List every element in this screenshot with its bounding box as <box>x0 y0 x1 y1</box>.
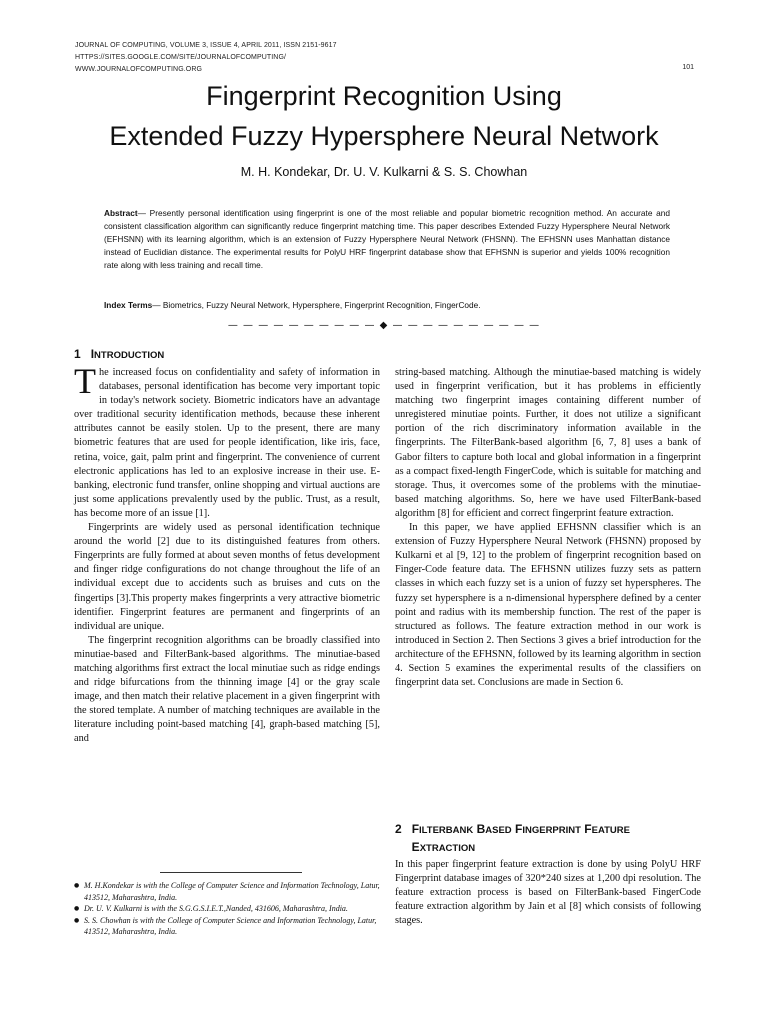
right-column <box>395 366 701 690</box>
intro-paragraph-1: The increased focus on confidentiality and safety of information in databases, personal identification has become very important topic in today's network society. Biometric indicators have an advantage over traditional security identification methods, because these inherent attributes cannot be easily stolen. Up to the present, there are many biometric features that are used for people identification, like iris, face, retina, voice, gait, palm print and fingerprint. The convenience of current electronic applications has led to an explosive increase in their use. E-banking, electronic fund transfer, online shopping and virtual auctions are just some applications prevalently used by the public. Trust, as a result, has become more of an issue [1]. <box>74 361 380 519</box>
intro-paragraph-4: string-based matching. Although the minutiae-based matching is widely used in fingerprint verification, but it has problems in efficiently matching two fingerprint images containing different number of unregistered minutiae points. Further, it does not utilize a significant portion of the rich discriminatory information available in the fingerprints. The FilterBank-based algorithm [6, 7, 8] uses a bank of Gabor filters to capture both local and global information in a fingerprint as a compact fixed-length FingerCode, which is suitable for matching and storage. Thus, it overcomes some of the problems with the minutiae-based matching algorithms. So, here we have used FilterBank-based algorithm [8] for efficient and correct fingerprint feature extraction. <box>395 367 701 519</box>
footnote-rule <box>160 872 302 873</box>
section-2-heading: 2 FILTERBANK BASED FINGERPRINT FEATURE EXTRACTION <box>395 822 630 854</box>
footnote-1: ● M. H.Kondekar is with the College of Computer Science and Information Technology, Latur, 413512, Maharashtra, India. <box>74 881 380 902</box>
abstract <box>104 207 670 272</box>
drop-cap: T <box>74 361 96 401</box>
section-1-heading: 1 INTRODUCTION <box>74 347 165 361</box>
index-terms <box>104 299 670 312</box>
section-2-number: 2 <box>395 822 402 836</box>
index-terms-text: — Biometrics, Fuzzy Neural Network, Hypersphere, Fingerprint Recognition, FingerCode. <box>152 300 481 310</box>
footnote-2: ● Dr. U. V. Kulkarni is with the S.G.G.S.I.E.T.,Nanded, 431606, Maharashtra, India. <box>74 904 348 913</box>
abstract-text: — Presently personal identification using fingerprint is one of the most reliable and popular biometric recognition method. An accurate and consistent classification algorithm can significantly reduce fingerprint matching time. This paper describes Extended Fuzzy Hypersphere Neural Network (EFHSNN) with its learning algorithm, which is an extension of Fuzzy Hypersphere Neural Network (FHSNN). The EFHSNN uses Manhattan distance instead of Euclidian distance. The experimental results for PolyU HRF fingerprint database show that EFHSNN is superior and yields 100% recognition rate along with less training and recall time. <box>104 208 670 270</box>
intro-paragraph-5: In this paper, we have applied EFHSNN classifier which is an extension of Fuzzy Hypersphere Neural Network (FHSNN) proposed by Kulkarni et al [9, 12] to the problem of fingerprint recognition based on Finger-Code feature data. The EFHSNN utilizes fuzzy sets as pattern classes in which each fuzzy set is a union of fuzzy set hyperspheres. The fuzzy set hypersphere is a n-dimensional hypersphere defined by a center point and radius with its membership function. The rest of the paper is structured as follows. The feature extraction method in our work is introduced in Section 2. Then Sections 3 gives a brief introduction for the architecture of the EFHSNN, followed by its learning algorithm in section 4. Section 5 examines the experimental results of the classifiers on fingerprint data set. Conclusions are made in Section 6. <box>395 522 701 689</box>
section-1-number: 1 <box>74 347 81 361</box>
section-2-body <box>395 858 701 928</box>
bullet-icon: ● <box>74 916 80 924</box>
paper-title-line2: Extended Fuzzy Hypersphere Neural Network <box>109 121 659 151</box>
journal-header-website[interactable]: WWW.JOURNALOFCOMPUTING.ORG <box>75 66 203 73</box>
abstract-label: Abstract <box>104 208 138 218</box>
left-column <box>74 361 380 747</box>
author-list: M. H. Kondekar, Dr. U. V. Kulkarni & S. S. Chowhan <box>240 165 528 179</box>
bullet-icon: ● <box>74 905 80 912</box>
journal-header <box>75 40 695 76</box>
paper-title-line1: Fingerprint Recognition Using <box>206 81 562 111</box>
intro-paragraph-3: The fingerprint recognition algorithms can be broadly classified into minutiae-based and FilterBank-based algorithms. The minutiae-based matching algorithms first extract the local minutiae such as ridge endings and ridge bifurcations from the thinning image [4] or the gray scale image, and then match their relative placement in a given fingerprint with the stored template. A number of matching techniques are available in the literature including point-based matching [4], graph-based matching [5], and <box>74 634 380 745</box>
footnotes <box>74 880 384 938</box>
journal-header-line1: JOURNAL OF COMPUTING, VOLUME 3, ISSUE 4, APRIL 2011, ISSN 2151-9617 <box>75 42 337 49</box>
intro-paragraph-2: Fingerprints are widely used as personal identification technique around the world [2] due to its distinguished features from others. Fingerprints are fully formed at about seven months of fetus development and finger ridge configurations do not change throughout the life of an individual except due to accidents such as bruises and cuts on the fingertips [3].This property makes fingerprints a very attractive biometric identifier. Fingerprint features are permanent and fingerprints of an individual are unique. <box>74 522 380 632</box>
footnote-3: ● S. S. Chowhan is with the College of Computer Science and Information Technology, Latur, 413512, Maharashtra, India. <box>74 915 377 936</box>
bullet-icon: ● <box>74 882 80 889</box>
journal-header-url[interactable]: HTTPS://SITES.GOOGLE.COM/SITE/JOURNALOFCOMPUTING/ <box>75 54 287 61</box>
page-number: 101 <box>682 64 694 71</box>
section-2-paragraph-1: In this paper fingerprint feature extraction is done by using PolyU HRF Fingerprint database images of 320*240 sizes at 1,200 dpi resolution. The feature extraction process is based on FilterBank-based FingerCode feature extraction algorithm by Jain et al [8] which consists of following stages. <box>395 859 701 927</box>
index-terms-label: Index Terms <box>104 300 153 310</box>
section-divider: — — — — — — — — — — ◆ — — — — — — — — — — <box>227 320 541 331</box>
